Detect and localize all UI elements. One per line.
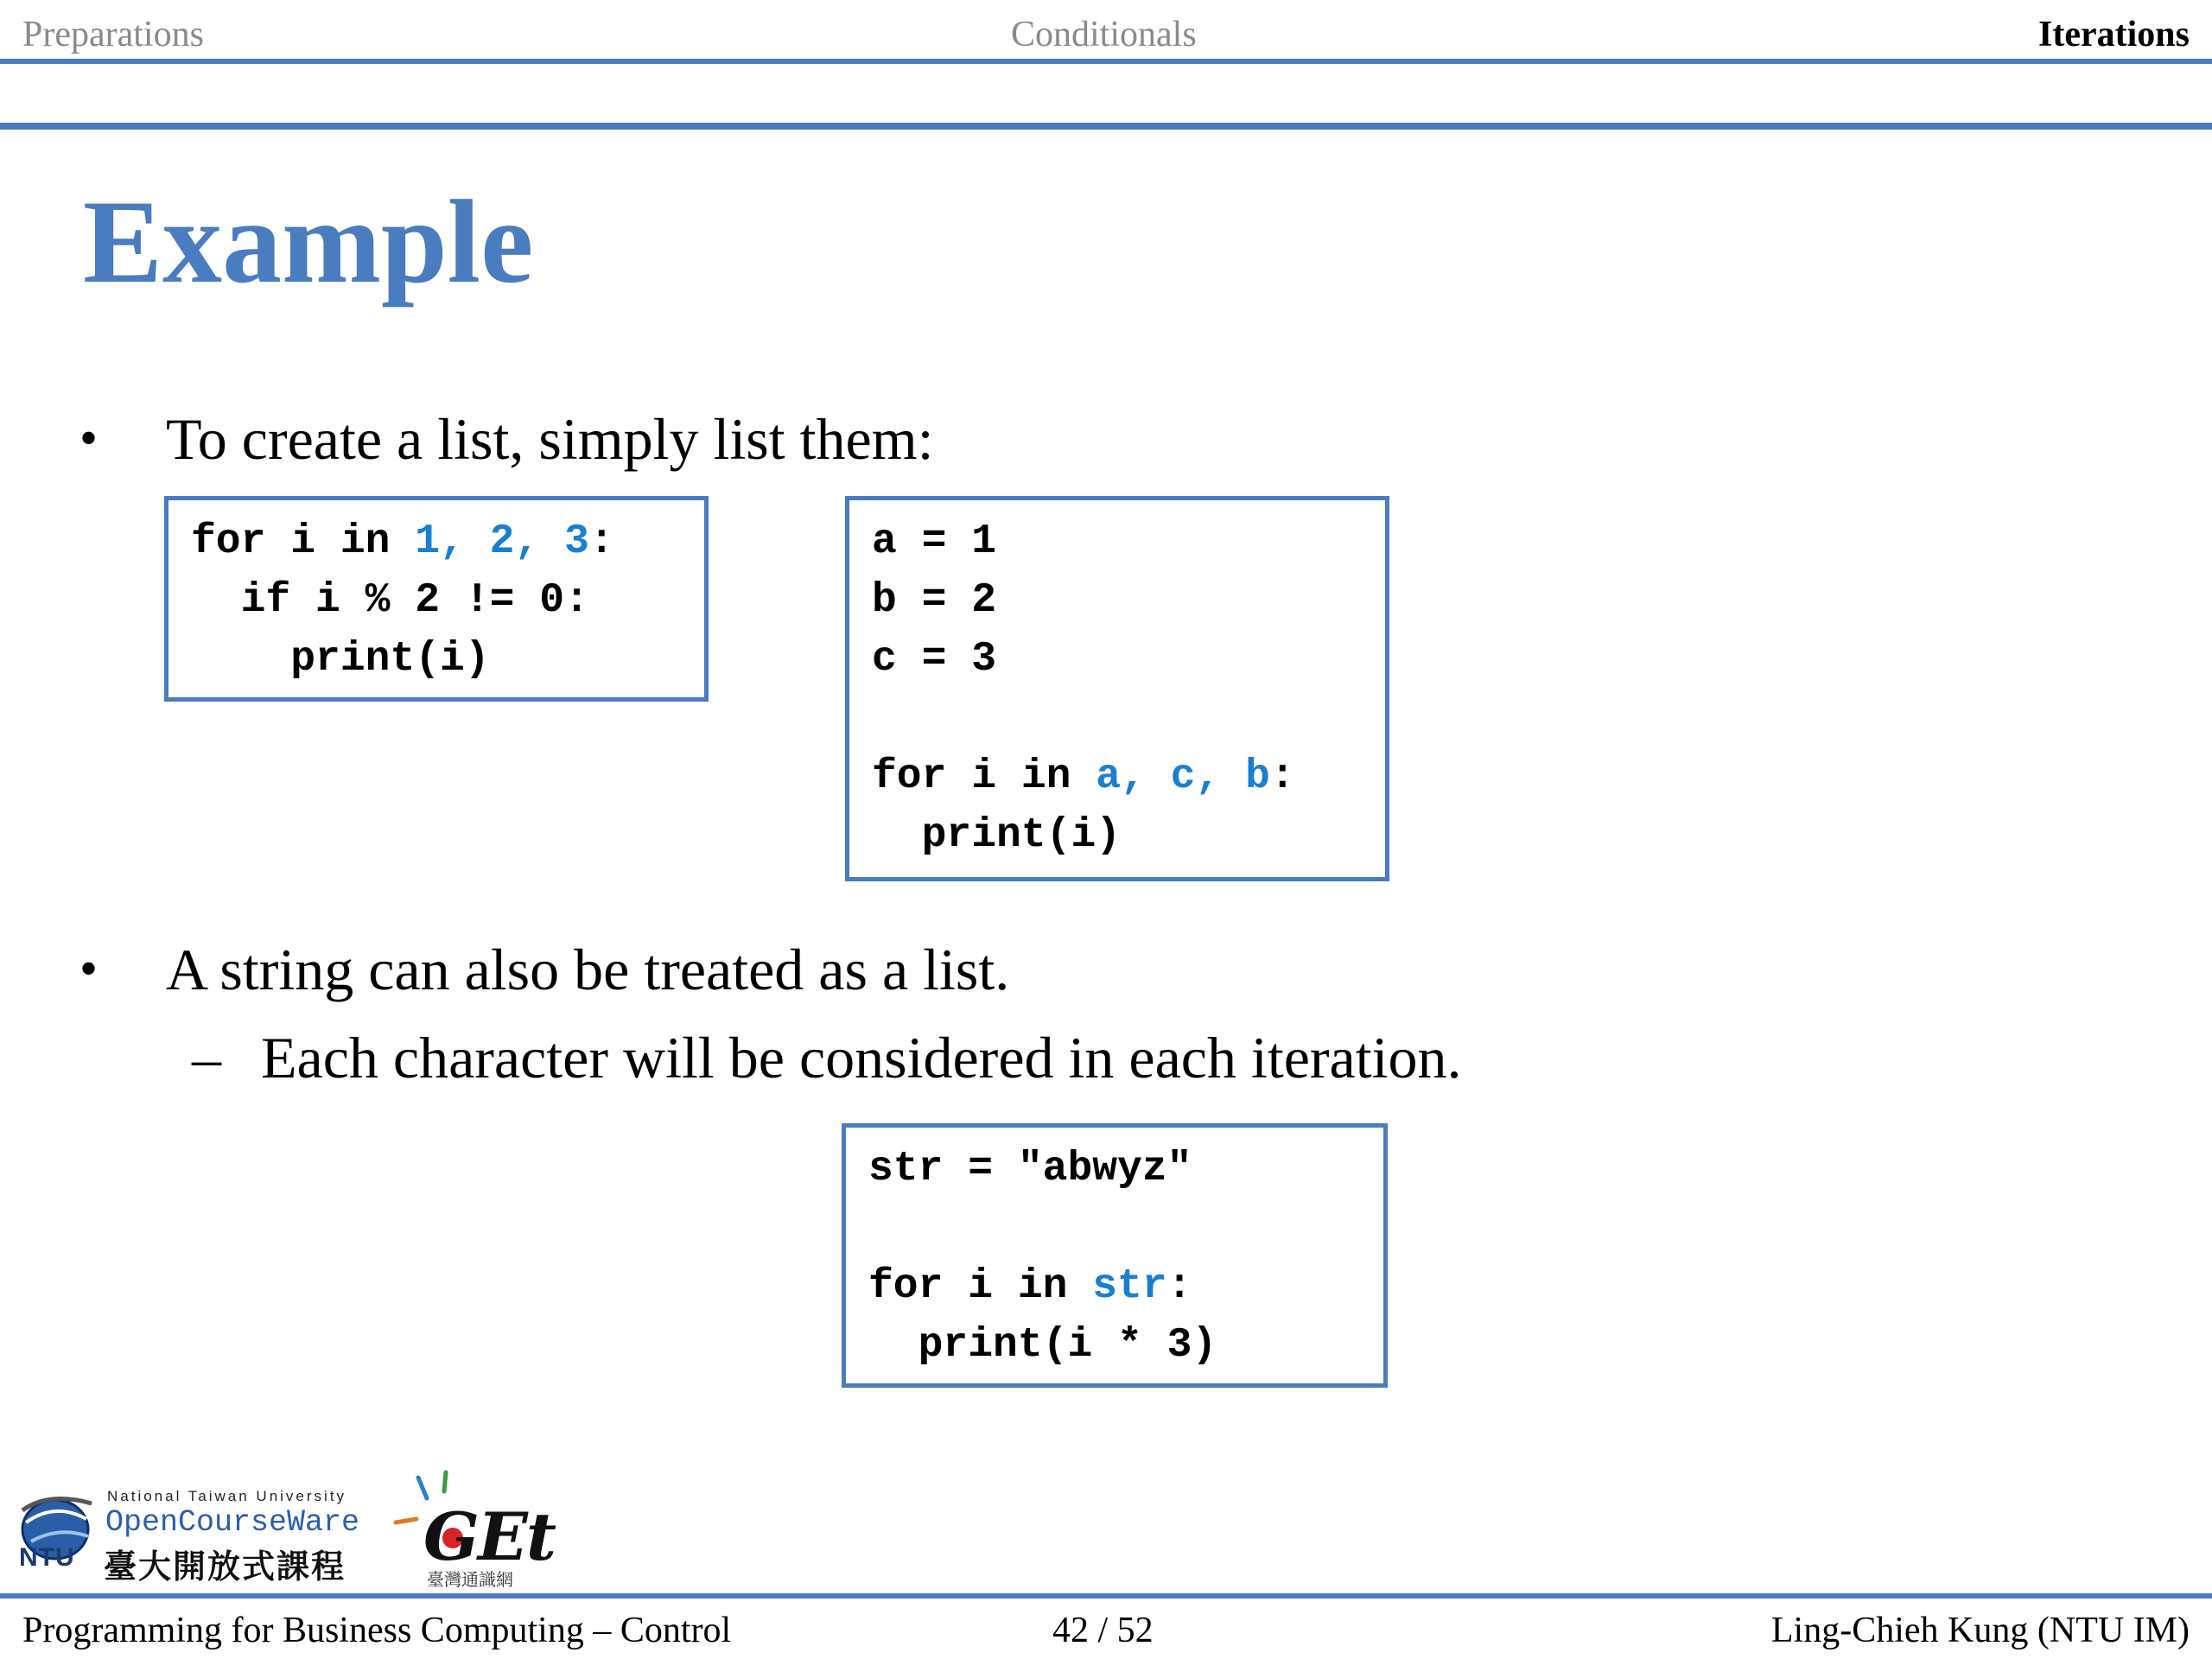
code-line: print(i * 3) (868, 1322, 1217, 1369)
code-line: b = 2 (872, 577, 997, 624)
get-logo (392, 1469, 555, 1590)
ntu-abbr: NTU (19, 1543, 75, 1572)
code-block (868, 1140, 1217, 1375)
code-line: print(i) (191, 636, 490, 683)
code-block (191, 512, 614, 689)
slide-title: Example (83, 175, 534, 308)
code-line: for i in 1, 2, 3: (191, 518, 614, 565)
bullet-text: A string can also be treated as a list. (166, 937, 1010, 1002)
footer-author: Ling-Chieh Kung (NTU IM) (1770, 1611, 2190, 1650)
code-line: for i in a, c, b: (872, 753, 1295, 800)
code-line: if i % 2 != 0: (191, 577, 589, 624)
code-box-loop-variables (845, 496, 1389, 881)
ntu-opencourseware-logo (14, 1484, 385, 1586)
get-wordmark: GEt (423, 1498, 555, 1575)
bullet-marker: • (79, 410, 99, 467)
nav-conditionals[interactable]: Conditionals (1011, 15, 1197, 54)
footer-rule (0, 1593, 2212, 1599)
code-line: c = 3 (872, 636, 997, 683)
code-block (872, 512, 1295, 865)
nav-iterations[interactable]: Iterations (2038, 15, 2190, 54)
ntu-name: National Taiwan University (107, 1488, 347, 1504)
footer-page-number: 42 / 52 (1052, 1611, 1154, 1650)
code-line: for i in str: (868, 1263, 1192, 1310)
header-rule-top (0, 59, 2212, 64)
nav-preparations[interactable]: Preparations (22, 15, 204, 54)
bullet-marker: • (79, 940, 99, 997)
subbullet-text: Each character will be considered in each iteration. (261, 1025, 1462, 1090)
bullet-text: To create a list, simply list them: (166, 406, 934, 472)
code-line: str = "abwyz" (868, 1146, 1192, 1192)
code-line: print(i) (872, 812, 1122, 859)
code-box-loop-string (842, 1123, 1388, 1388)
header-rule-bottom (0, 123, 2212, 130)
code-line: a = 1 (872, 518, 997, 565)
ntu-chinese-name: 臺大開放式課程 (104, 1548, 346, 1586)
footer-course: Programming for Business Computing – Control (22, 1611, 732, 1650)
get-chinese-name: 臺灣通識網 (427, 1569, 513, 1590)
subbullet-marker: – (192, 1025, 221, 1090)
code-box-loop-literals (164, 496, 709, 702)
ocw-wordmark: OpenCourseWare (105, 1505, 360, 1540)
